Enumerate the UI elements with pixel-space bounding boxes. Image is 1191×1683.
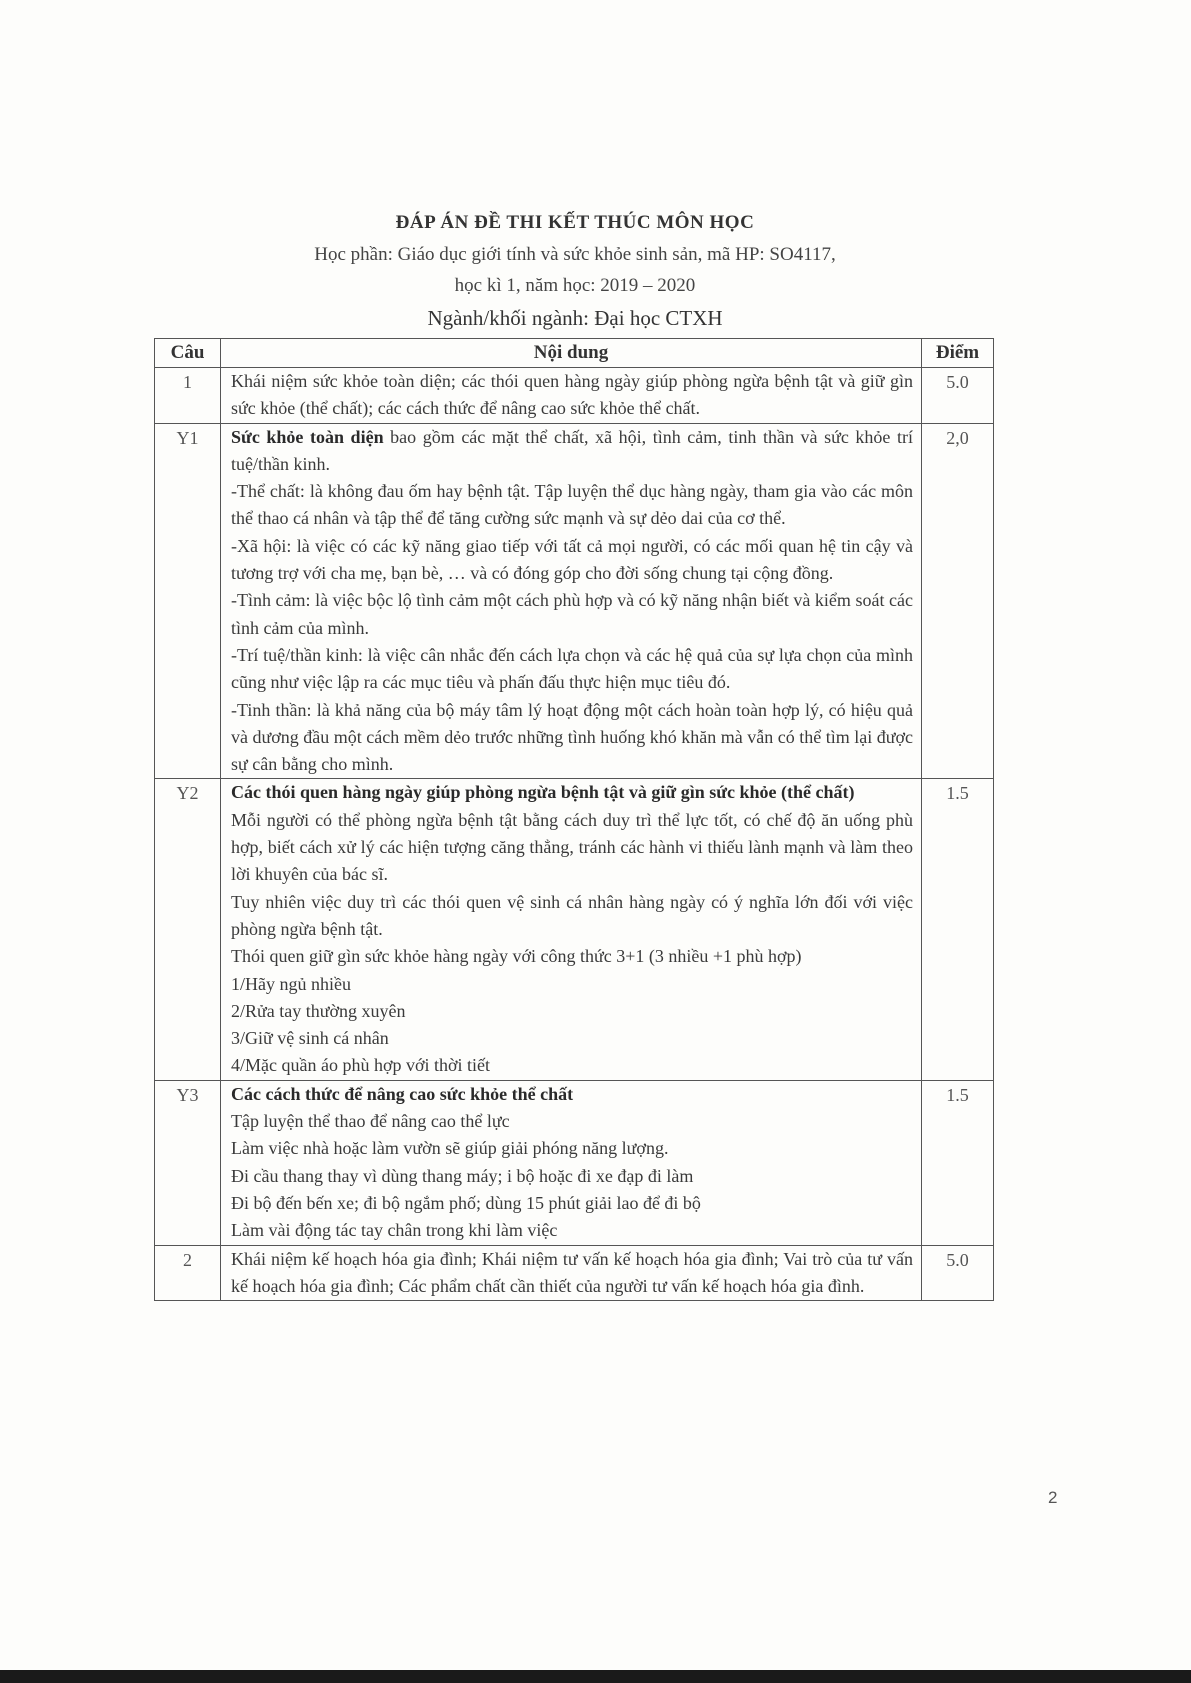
content-line: Làm vài động tác tay chân trong khi làm việc: [231, 1220, 558, 1241]
content-line: 1/Hãy ngủ nhiều: [231, 973, 351, 994]
content-line: Đi bộ đến bến xe; đi bộ ngắm phố; dùng 15 phút giải lao để đi bộ: [231, 1192, 701, 1213]
content-line: Mỗi người có thể phòng ngừa bệnh tật bằng cách duy trì thể lực tốt, có chế độ ăn uống phù hợp, biết cách xử lý các hiện tượng căng thẳng, tránh các hành vi thiếu lành mạnh và làm theo lời khuyên của bác sĩ.: [231, 809, 913, 885]
score-value: 1.5: [922, 779, 994, 1080]
content-line: Đi cầu thang thay vì dùng thang máy; i bộ hoặc đi xe đạp đi làm: [231, 1165, 694, 1186]
table-row: [155, 423, 994, 779]
answer-content: [221, 1080, 922, 1245]
question-number: Y3: [155, 1080, 221, 1245]
content-line: Thói quen giữ gìn sức khỏe hàng ngày với công thức 3+1 (3 nhiều +1 phù hợp): [231, 946, 802, 967]
answer-content: [221, 423, 922, 779]
content-line: Khái niệm kế hoạch hóa gia đình; Khái niệm tư vấn kế hoạch hóa gia đình; Vai trò của tư vấn kế hoạch hóa gia đình; Các phẩm chất cần thiết của người tư vấn kế hoạch hóa gia đình.: [231, 1248, 913, 1296]
table-row: [155, 368, 994, 424]
content-heading: [231, 424, 913, 479]
table-row: [155, 779, 994, 1080]
scan-bottom-edge: [0, 1670, 1191, 1683]
table-row: [155, 1080, 994, 1245]
content-line: 2/Rửa tay thường xuyên: [231, 1000, 406, 1021]
question-number: Y2: [155, 779, 221, 1080]
header-cau: Câu: [155, 339, 221, 368]
content-line: -Tình cảm: là việc bộc lộ tình cảm một cách phù hợp và có kỹ năng nhận biết và kiểm soát các tình cảm của mình.: [231, 590, 913, 638]
content-line: Tập luyện thể thao để nâng cao thể lực: [231, 1111, 510, 1132]
answer-content: [221, 779, 922, 1080]
page-number: 2: [1048, 1488, 1058, 1507]
content-line: Làm việc nhà hoặc làm vườn sẽ giúp giải phóng năng lượng.: [231, 1138, 669, 1159]
question-number: 1: [155, 368, 221, 424]
header-content: Nội dung: [221, 339, 922, 368]
content-line: -Trí tuệ/thần kinh: là việc cân nhắc đến cách lựa chọn và các hệ quả của sự lựa chọn của mình cũng như việc lập ra các mục tiêu và phấn đấu thực hiện mục tiêu đó.: [231, 644, 913, 693]
content-heading: Các cách thức để nâng cao sức khỏe thể chất: [231, 1083, 574, 1104]
page-title: ĐÁP ÁN ĐỀ THI KẾT THÚC MÔN HỌC: [395, 212, 755, 233]
content-line: Tuy nhiên việc duy trì các thói quen vệ sinh cá nhân hàng ngày có ý nghĩa lớn đối với việc phòng ngừa bệnh tật.: [231, 891, 913, 939]
question-number: Y1: [155, 423, 221, 779]
content-heading-rest: bao gồm các mặt thể chất, xã hội, tình cảm, tinh thần và sức khỏe trí tuệ/thần kinh.: [231, 426, 913, 474]
header-score: Điểm: [922, 339, 994, 368]
score-value: 5.0: [922, 1245, 994, 1301]
score-value: 2,0: [922, 423, 994, 779]
major-line: Ngành/khối ngành: Đại học CTXH: [427, 306, 723, 330]
score-value: 1.5: [922, 1080, 994, 1245]
course-line: Học phần: Giáo dục giới tính và sức khỏe sinh sản, mã HP: SO4117,: [314, 244, 836, 265]
question-number: 2: [155, 1245, 221, 1301]
content-line: Khái niệm sức khỏe toàn diện; các thói quen hàng ngày giúp phòng ngừa bệnh tật và giữ gìn sức khỏe (thể chất); các cách thức để nâng cao sức khỏe thể chất.: [231, 371, 913, 419]
content-line: -Tinh thần: là khả năng của bộ máy tâm lý hoạt động một cách hoàn toàn hợp lý, có hiệu quả và dương đầu một cách mềm dẻo trước những tình huống khó khăn mà vẫn có thể tìm lại được sự cân bằng cho mình.: [231, 699, 913, 775]
content-heading: Các thói quen hàng ngày giúp phòng ngừa bệnh tật và giữ gìn sức khỏe (thể chất): [231, 782, 855, 803]
answer-content: [221, 1245, 922, 1301]
content-line: -Xã hội: là việc có các kỹ năng giao tiếp với tất cả mọi người, có các mối quan hệ tin cậy và tương trợ với cha mẹ, bạn bè, … và có đóng góp cho đời sống chung tại cộng đồng.: [231, 535, 913, 584]
answer-table: [154, 338, 994, 1301]
answer-content: [221, 368, 922, 424]
table-header-row: [155, 339, 994, 368]
content-line: 3/Giữ vệ sinh cá nhân: [231, 1028, 389, 1049]
score-value: 5.0: [922, 368, 994, 424]
content-heading-bold: Sức khỏe toàn diện: [231, 426, 384, 447]
content-line: -Thể chất: là không đau ốm hay bệnh tật. Tập luyện thể dục hàng ngày, tham gia vào các môn thể thao cá nhân và tập thể để tăng cường sức mạnh và sự dẻo dai của cơ thể.: [231, 481, 913, 529]
table-row: [155, 1245, 994, 1301]
content-line: 4/Mặc quần áo phù hợp với thời tiết: [231, 1055, 491, 1076]
term-line: học kì 1, năm học: 2019 – 2020: [454, 275, 696, 296]
